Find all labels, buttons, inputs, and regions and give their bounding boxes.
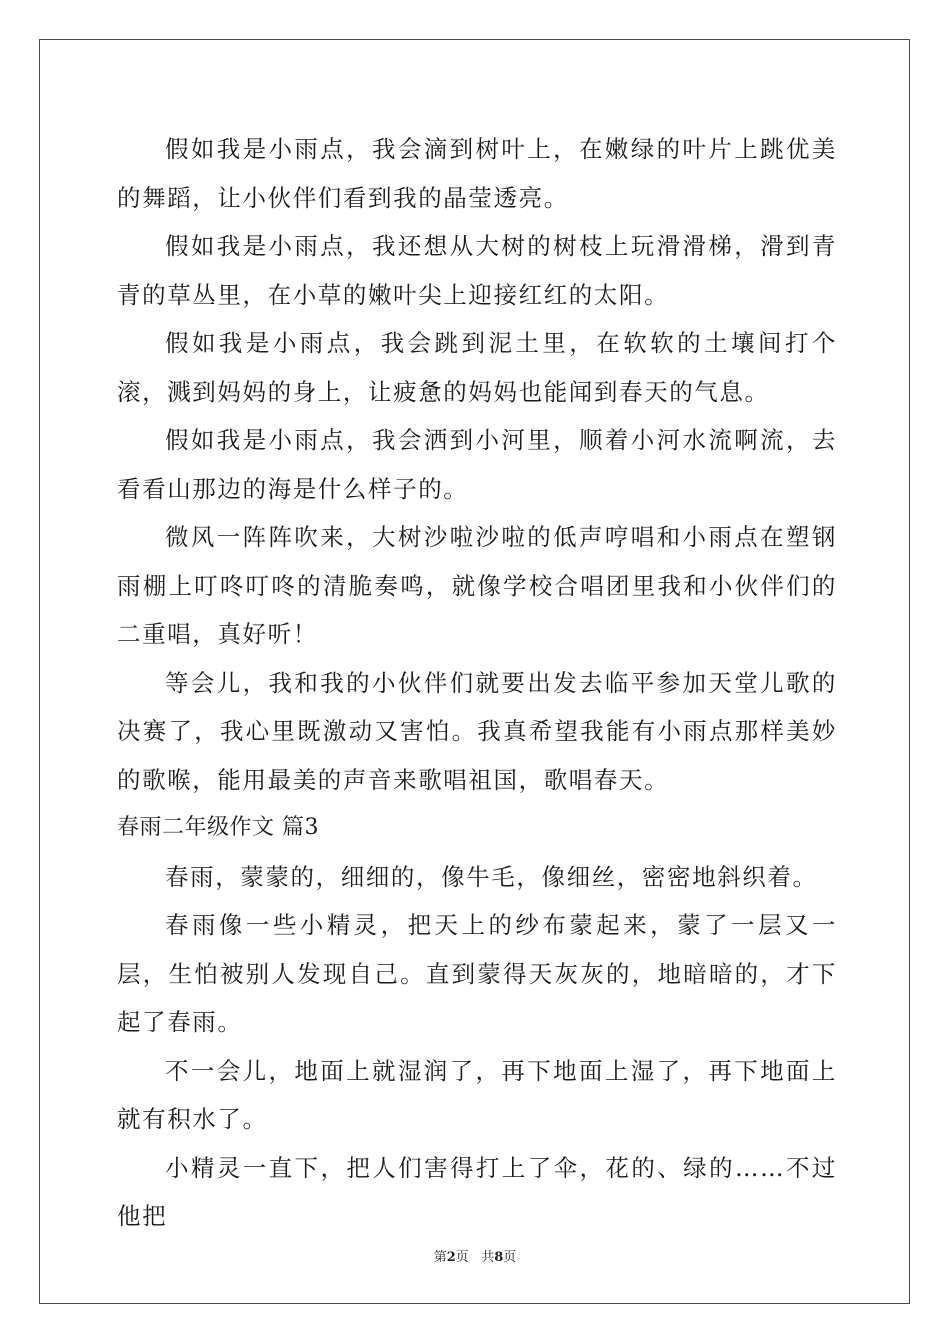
paragraph: 假如我是小雨点，我会跳到泥土里，在软软的土壤间打个滚，溅到妈妈的身上，让疲惫的妈妈也能闻到春天的气息。: [117, 329, 837, 406]
paragraph: 春雨像一些小精灵，把天上的纱布蒙起来，蒙了一层又一层，生怕被别人发现自己。直到蒙得天灰灰的，地暗暗的，才下起了春雨。: [117, 911, 837, 1036]
total-suffix: 页: [503, 1250, 517, 1265]
document-body: [117, 125, 837, 1241]
paragraph: 小精灵一直下，把人们害得打上了伞，花的、绿的……不过他把: [117, 1153, 837, 1230]
paragraph: 不一会儿，地面上就湿润了，再下地面上湿了，再下地面上就有积水了。: [117, 1056, 837, 1133]
paragraph: 假如我是小雨点，我会洒到小河里，顺着小河水流啊流，去看看山那边的海是什么样子的。: [117, 426, 837, 503]
paragraph: 假如我是小雨点，我会滴到树叶上，在嫩绿的叶片上跳优美的舞蹈，让小伙伴们看到我的晶莹透亮。: [117, 135, 837, 212]
paragraph: 等会儿，我和我的小伙伴们就要出发去临平参加天堂儿歌的决赛了，我心里既激动又害怕。我真希望我能有小雨点那样美妙的歌喉，能用最美的声音来歌唱祖国，歌唱春天。: [117, 668, 837, 794]
page-footer: [0, 1246, 950, 1265]
paragraph: 春雨，蒙蒙的，细细的，像牛毛，像细丝，密密地斜织着。: [165, 862, 818, 891]
page-prefix: 第: [433, 1250, 447, 1265]
page-suffix: 页: [455, 1250, 469, 1265]
page-number: 2: [446, 1250, 456, 1265]
total-pages: 8: [494, 1250, 504, 1265]
paragraph: 假如我是小雨点，我还想从大树的树枝上玩滑滑梯，滑到青青的草丛里，在小草的嫩叶尖上迎接红红的太阳。: [117, 232, 837, 309]
paragraph: 微风一阵阵吹来，大树沙啦沙啦的低声哼唱和小雨点在塑钢雨棚上叮咚叮咚的清脆奏鸣，就像学校合唱团里我和小伙伴们的二重唱，真好听！: [117, 523, 837, 648]
total-prefix: 共: [481, 1250, 495, 1265]
section-heading: 春雨二年级作文 篇3: [117, 815, 319, 840]
